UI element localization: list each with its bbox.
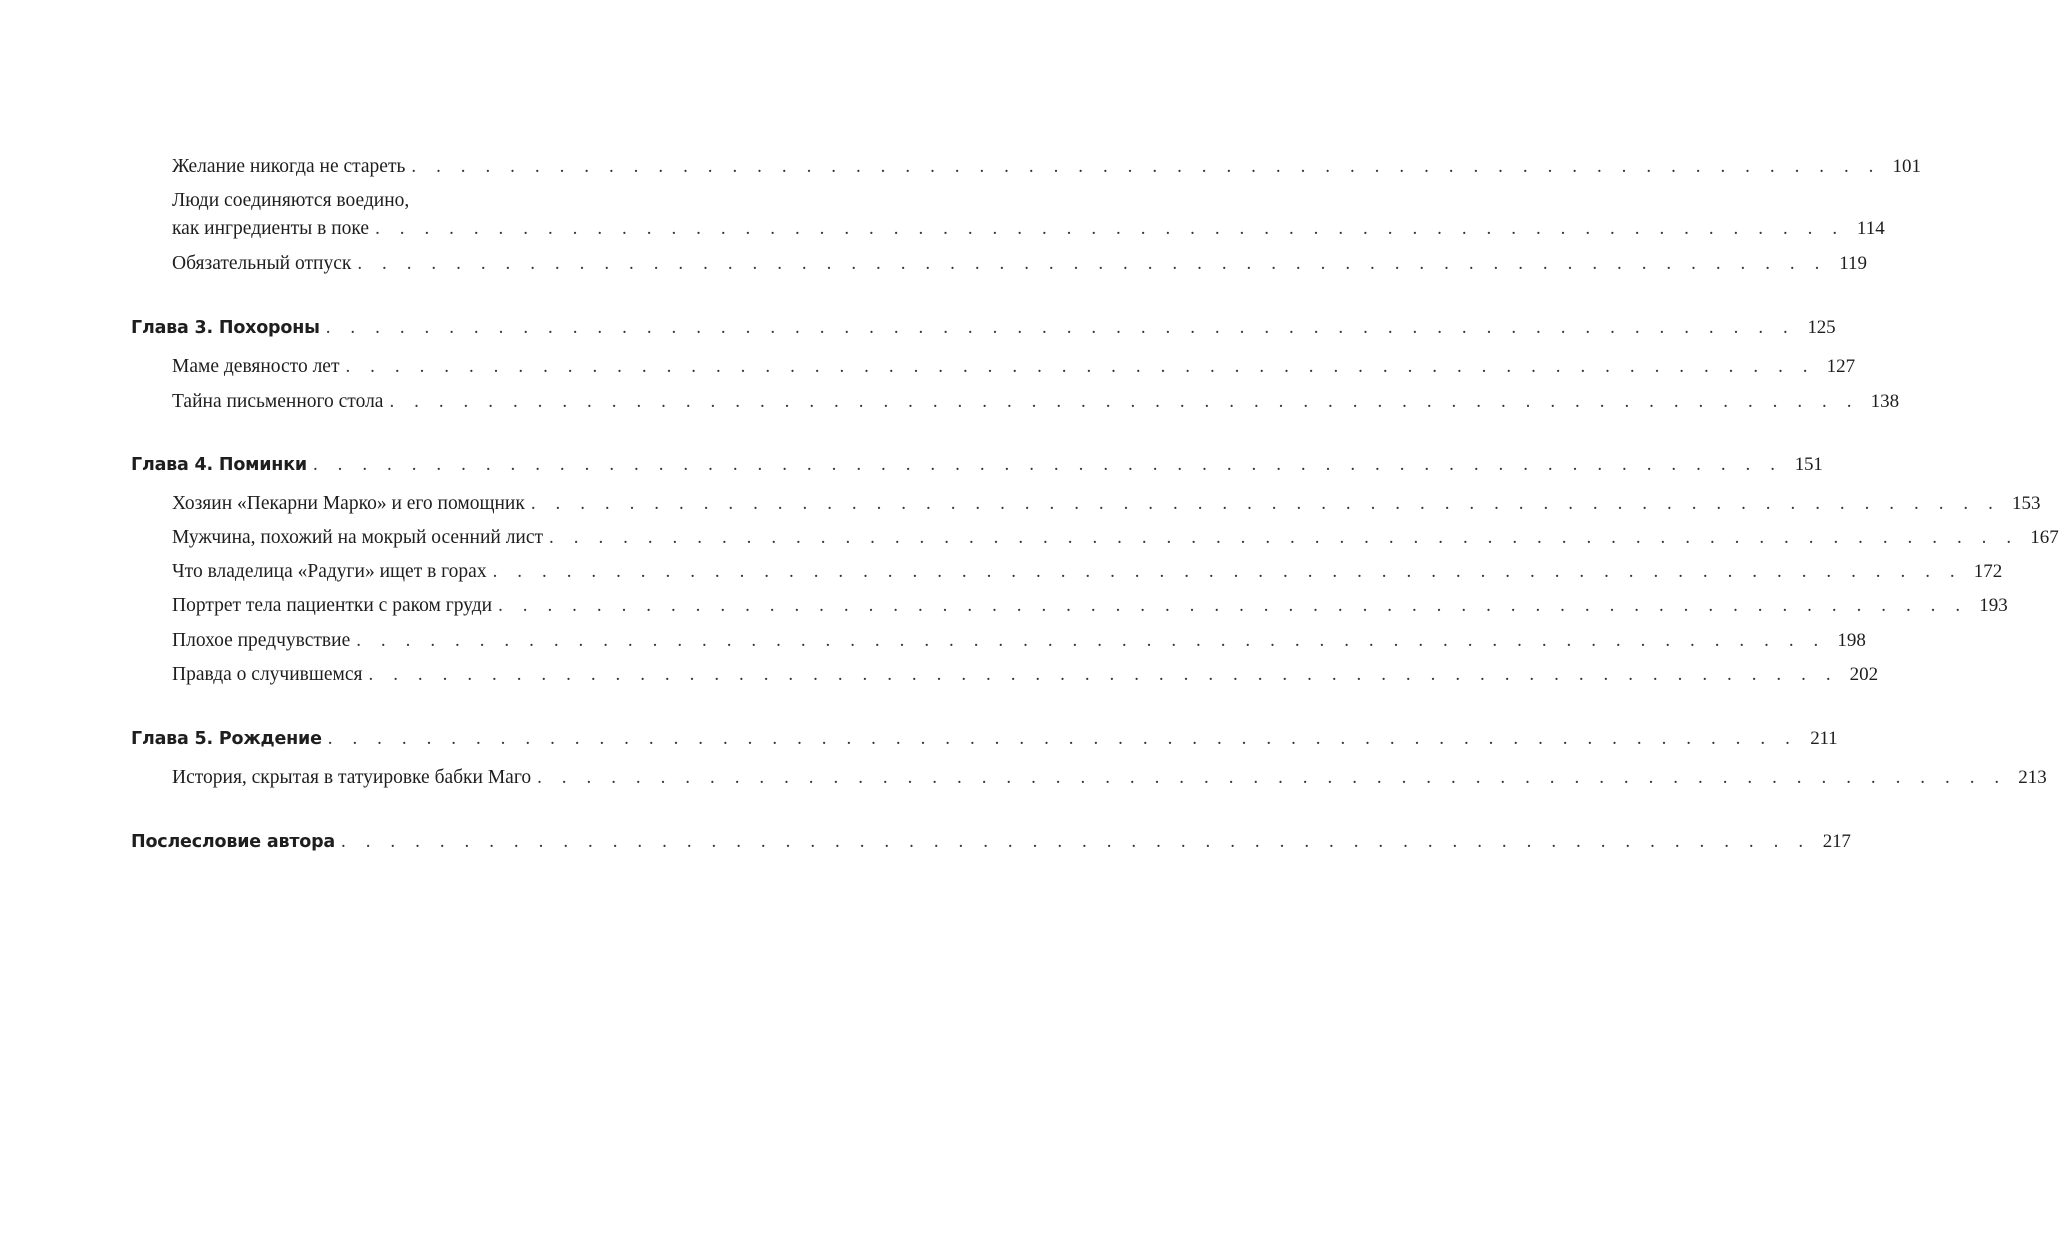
toc-entry bbox=[172, 561, 2003, 583]
toc-entry-page: 213 bbox=[2018, 767, 2047, 788]
dot-leader: . . . . . . . . . . . . . . . . . . . . . . . . . . . . . . . . . . . . . . . . . . . . . . . . . . . . . . . . . . . . bbox=[530, 493, 2001, 514]
dot-leader: . . . . . . . . . . . . . . . . . . . . . . . . . . . . . . . . . . . . . . . . . . . . . . . . . . . . . . . . . . . . bbox=[375, 218, 1845, 239]
toc-entry-page: 114 bbox=[1856, 218, 1885, 239]
toc-afterword-page: 217 bbox=[1822, 831, 1851, 852]
toc-entry bbox=[172, 595, 2008, 617]
toc-afterword-title: Послесловие автора bbox=[131, 832, 336, 852]
dot-leader: . . . . . . . . . . . . . . . . . . . . . . . . . . . . . . . . . . . . . . . . . . . . . . . . . . . . . . . . . . . . bbox=[357, 253, 1827, 274]
toc-entry-page: 119 bbox=[1839, 253, 1867, 274]
toc-chapter bbox=[131, 454, 1823, 476]
toc-entry-page: 167 bbox=[2030, 527, 2059, 548]
toc-entry-page: 172 bbox=[1973, 561, 2003, 582]
toc-entry-page: 202 bbox=[1849, 664, 1879, 685]
toc-entry-title: Мужчина, похожий на мокрый осенний лист bbox=[172, 527, 544, 548]
toc-chapter bbox=[131, 317, 1836, 339]
dot-leader: . . . . . . . . . . . . . . . . . . . . . . . . . . . . . . . . . . . . . . . . . . . . . . . . . . . . . . . . . . . . bbox=[312, 454, 1783, 475]
toc-entry-title: Маме девяносто лет bbox=[172, 356, 340, 377]
toc-entry bbox=[172, 253, 1867, 275]
dot-leader: . . . . . . . . . . . . . . . . . . . . . . . . . . . . . . . . . . . . . . . . . . . . . . . . . . . . . . . . . . . . bbox=[492, 561, 1963, 582]
toc-chapter bbox=[131, 831, 1851, 853]
toc-entry bbox=[172, 630, 1866, 652]
toc-entry-page: 101 bbox=[1892, 156, 1922, 177]
toc-entry bbox=[172, 664, 1879, 686]
toc-entry-title: Портрет тела пациентки с раком груди bbox=[172, 595, 493, 616]
toc-entry bbox=[172, 527, 2059, 549]
dot-leader: . . . . . . . . . . . . . . . . . . . . . . . . . . . . . . . . . . . . . . . . . . . . . . . . . . . . . . . . . . . . bbox=[345, 356, 1816, 377]
toc-entry-title: как ингредиенты в поке bbox=[172, 218, 370, 239]
dot-leader: . . . . . . . . . . . . . . . . . . . . . . . . . . . . . . . . . . . . . . . . . . . . . . . . . . . . . . . . . . . . bbox=[341, 831, 1811, 852]
dot-leader: . . . . . . . . . . . . . . . . . . . . . . . . . . . . . . . . . . . . . . . . . . . . . . . . . . . . . . . . . . . . bbox=[411, 156, 1882, 177]
toc-chapter-title: Глава 4. Поминки bbox=[131, 455, 307, 475]
dot-leader: . . . . . . . . . . . . . . . . . . . . . . . . . . . . . . . . . . . . . . . . . . . . . . . . . . . . . . . . . . . . bbox=[356, 630, 1826, 651]
toc-entry-page: 138 bbox=[1870, 391, 1900, 412]
toc-entry-title: Что владелица «Радуги» ищет в горах bbox=[172, 561, 487, 582]
toc-chapter-page: 125 bbox=[1807, 317, 1836, 338]
dot-leader: . . . . . . . . . . . . . . . . . . . . . . . . . . . . . . . . . . . . . . . . . . . . . . . . . . . . . . . . . . . . bbox=[368, 664, 1839, 685]
toc-chapter-page: 151 bbox=[1794, 454, 1823, 475]
toc-entry-title: Желание никогда не стареть bbox=[172, 156, 406, 177]
toc-entry-title-line: Люди соединяются воедино, bbox=[172, 190, 410, 211]
toc-entry-page: 193 bbox=[1979, 595, 2008, 616]
dot-leader: . . . . . . . . . . . . . . . . . . . . . . . . . . . . . . . . . . . . . . . . . . . . . . . . . . . . . . . . . . . . bbox=[325, 317, 1796, 338]
toc-chapter-title: Глава 5. Рождение bbox=[131, 729, 322, 749]
dot-leader: . . . . . . . . . . . . . . . . . . . . . . . . . . . . . . . . . . . . . . . . . . . . . . . . . . . . . . . . . . . . bbox=[549, 527, 2019, 548]
toc-chapter bbox=[131, 728, 1838, 750]
toc-entry bbox=[172, 218, 1885, 240]
dot-leader: . . . . . . . . . . . . . . . . . . . . . . . . . . . . . . . . . . . . . . . . . . . . . . . . . . . . . . . . . . . . bbox=[537, 767, 2007, 788]
dot-leader: . . . . . . . . . . . . . . . . . . . . . . . . . . . . . . . . . . . . . . . . . . . . . . . . . . . . . . . . . . . . bbox=[498, 595, 1968, 616]
toc-entry-title: Тайна письменного стола bbox=[172, 391, 384, 412]
toc-entry-page: 127 bbox=[1826, 356, 1856, 377]
toc-chapter-page: 211 bbox=[1810, 728, 1838, 749]
toc-chapter-title: Глава 3. Похороны bbox=[131, 318, 320, 338]
toc-entry bbox=[172, 767, 2047, 789]
dot-leader: . . . . . . . . . . . . . . . . . . . . . . . . . . . . . . . . . . . . . . . . . . . . . . . . . . . . . . . . . . . . bbox=[327, 728, 1798, 749]
toc-entry bbox=[172, 156, 1922, 178]
toc-entry-page: 198 bbox=[1837, 630, 1866, 651]
dot-leader: . . . . . . . . . . . . . . . . . . . . . . . . . . . . . . . . . . . . . . . . . . . . . . . . . . . . . . . . . . . . bbox=[389, 391, 1860, 412]
toc-entry bbox=[172, 391, 1900, 413]
toc-entry bbox=[172, 493, 2041, 515]
toc-entry bbox=[172, 356, 1856, 378]
toc-entry-title: Плохое предчувствие bbox=[172, 630, 351, 651]
toc-entry-title: История, скрытая в татуировке бабки Маго bbox=[172, 767, 532, 788]
toc-entry-page: 153 bbox=[2011, 493, 2041, 514]
toc-entry-title: Правда о случившемся bbox=[172, 664, 363, 685]
toc-entry-title: Хозяин «Пекарни Марко» и его помощник bbox=[172, 493, 525, 514]
toc-entry-title: Обязательный отпуск bbox=[172, 253, 352, 274]
